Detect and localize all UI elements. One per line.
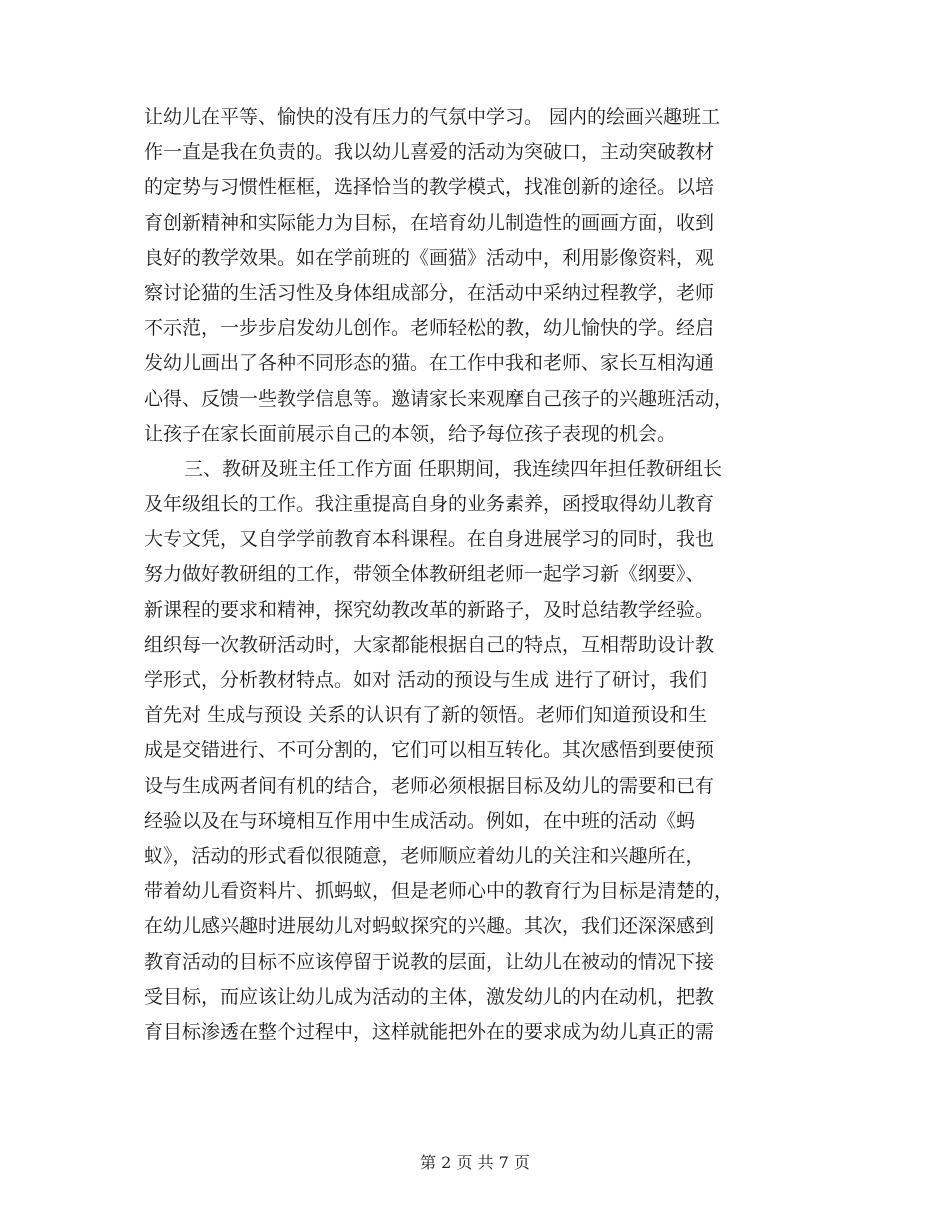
text-line: 不示范，一步步启发幼儿创作。老师轻松的教，幼儿愉快的学。经启 [144,317,715,340]
text-line: 努力做好教研组的工作，带领全体教研组老师一起学习新《纲要》、 [144,563,705,586]
text-line: 良好的教学效果。如在学前班的《画猫》活动中，利用影像资料，观 [144,246,715,269]
text-line: 学形式，分析教材特点。如对 活动的预设与生成 进行了研讨，我们 [144,669,708,691]
page-number-footer: 第 2 页 共 7 页 [420,1153,530,1172]
text-line: 让幼儿在平等、愉快的没有压力的气氛中学习。 园内的绘画兴趣班工 [144,106,721,128]
text-line: 组织每一次教研活动时，大家都能根据自己的特点，互相帮助设计教 [144,633,715,656]
text-line: 心得、反馈一些教学信息等。邀请家长来观摩自己孩子的兴趣班活动， [144,387,734,410]
text-line: 育目标渗透在整个过程中，这样就能把外在的要求成为幼儿真正的需 [144,1020,715,1043]
text-line: 首先对 生成与预设 关系的认识有了新的领悟。老师们知道预设和生 [144,704,708,727]
text-line: 成是交错进行、不可分割的，它们可以相互转化。其次感悟到要使预 [144,739,715,762]
section-heading-line: 三、教研及班主任工作方面 任职期间，我连续四年担任教研组长 [184,457,723,480]
text-line: 的定势与习惯性框框，选择恰当的教学模式，找准创新的途径。以培 [144,176,715,199]
text-line: 及年级组长的工作。我注重提高自身的业务素养，函授取得幼儿教育 [144,493,715,516]
text-line: 在幼儿感兴趣时进展幼儿对蚂蚁探究的兴趣。其次，我们还深深感到 [144,915,715,938]
text-line: 受目标，而应该让幼儿成为活动的主体，激发幼儿的内在动机，把教 [144,985,715,1008]
text-line: 设与生成两者间有机的结合，老师必须根据目标及幼儿的需要和已有 [144,774,715,797]
text-line: 蚁》，活动的形式看似很随意，老师顺应着幼儿的关注和兴趣所在， [144,844,705,867]
text-line: 作一直是我在负责的。我以幼儿喜爱的活动为突破口，主动突破教材 [144,141,715,164]
text-line: 察讨论猫的生活习性及身体组成部分，在活动中采纳过程教学，老师 [144,281,715,304]
text-line: 让孩子在家长面前展示自己的本领，给予每位孩子表现的机会。 [144,422,677,445]
text-line: 带着幼儿看资料片、抓蚂蚁，但是老师心中的教育行为目标是清楚的， [144,880,734,903]
text-line: 教育活动的目标不应该停留于说教的层面，让幼儿在被动的情况下接 [144,950,715,973]
text-line: 新课程的要求和精神，探究幼教改革的新路子，及时总结教学经验。 [144,598,715,621]
text-line: 经验以及在与环境相互作用中生成活动。例如，在中班的活动《蚂 [144,809,696,832]
body-text [144,100,809,1050]
text-line: 发幼儿画出了各种不同形态的猫。在工作中我和老师、家长互相沟通 [144,352,715,375]
text-line: 育创新精神和实际能力为目标，在培育幼儿制造性的画画方面，收到 [144,211,715,234]
text-line: 大专文凭，又自学学前教育本科课程。在自身进展学习的同时，我也 [144,528,715,551]
